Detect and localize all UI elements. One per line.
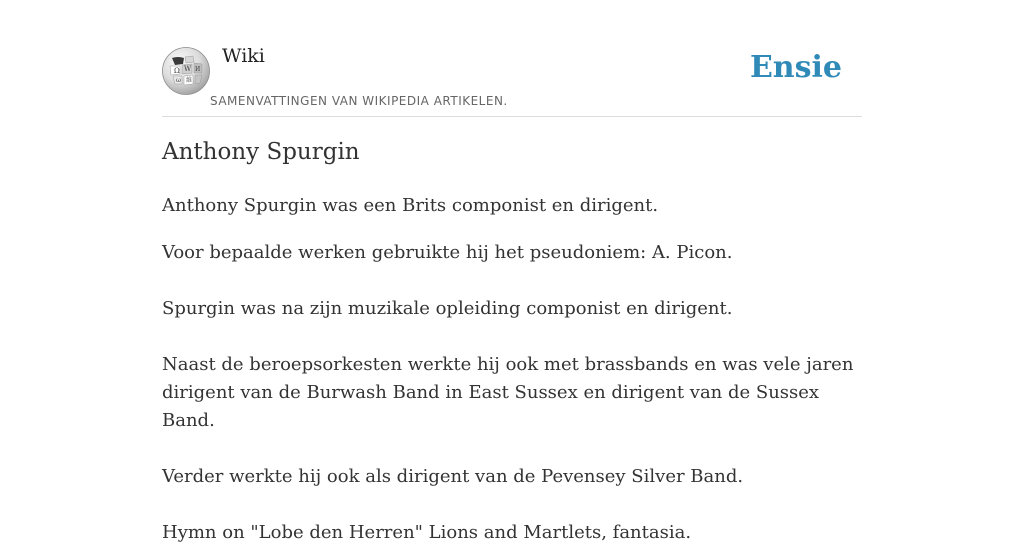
wikipedia-globe-icon[interactable] [162, 46, 210, 96]
article-paragraph: Verder werkte hij ook als dirigent van de Pevensey Silver Band. [162, 466, 744, 487]
svg-text:ω: ω [176, 77, 181, 84]
article-body [162, 192, 862, 547]
article-paragraph: Spurgin was na zijn muzikale opleiding componist en dirigent. [162, 298, 733, 319]
svg-text:W: W [184, 65, 192, 73]
brand-logo-link[interactable]: Ensie [749, 50, 842, 85]
article-title: Anthony Spurgin [162, 139, 360, 165]
site-header [162, 0, 862, 117]
article-paragraph: Naast de beroepsorkesten werkte hij ook met brassbands en was vele jaren dirigent van de Burwash Band in East Sussex en dirigent van de Sussex Band. [162, 354, 854, 431]
content-container [162, 0, 862, 543]
svg-text:Ω: Ω [174, 67, 180, 75]
site-name-link[interactable]: Wiki [222, 45, 265, 67]
svg-text:維: 維 [186, 77, 193, 84]
globe-svg [162, 46, 210, 96]
article-paragraph: Anthony Spurgin was een Brits componist en dirigent. [162, 195, 659, 216]
article-paragraph: Hymn on "Lobe den Herren" Lions and Martlets, fantasia. [162, 522, 692, 543]
site-tagline: SAMENVATTINGEN VAN WIKIPEDIA ARTIKELEN. [210, 94, 508, 108]
svg-text:И: И [195, 66, 201, 73]
article-paragraph: Voor bepaalde werken gebruikte hij het pseudoniem: A. Picon. [162, 242, 733, 263]
